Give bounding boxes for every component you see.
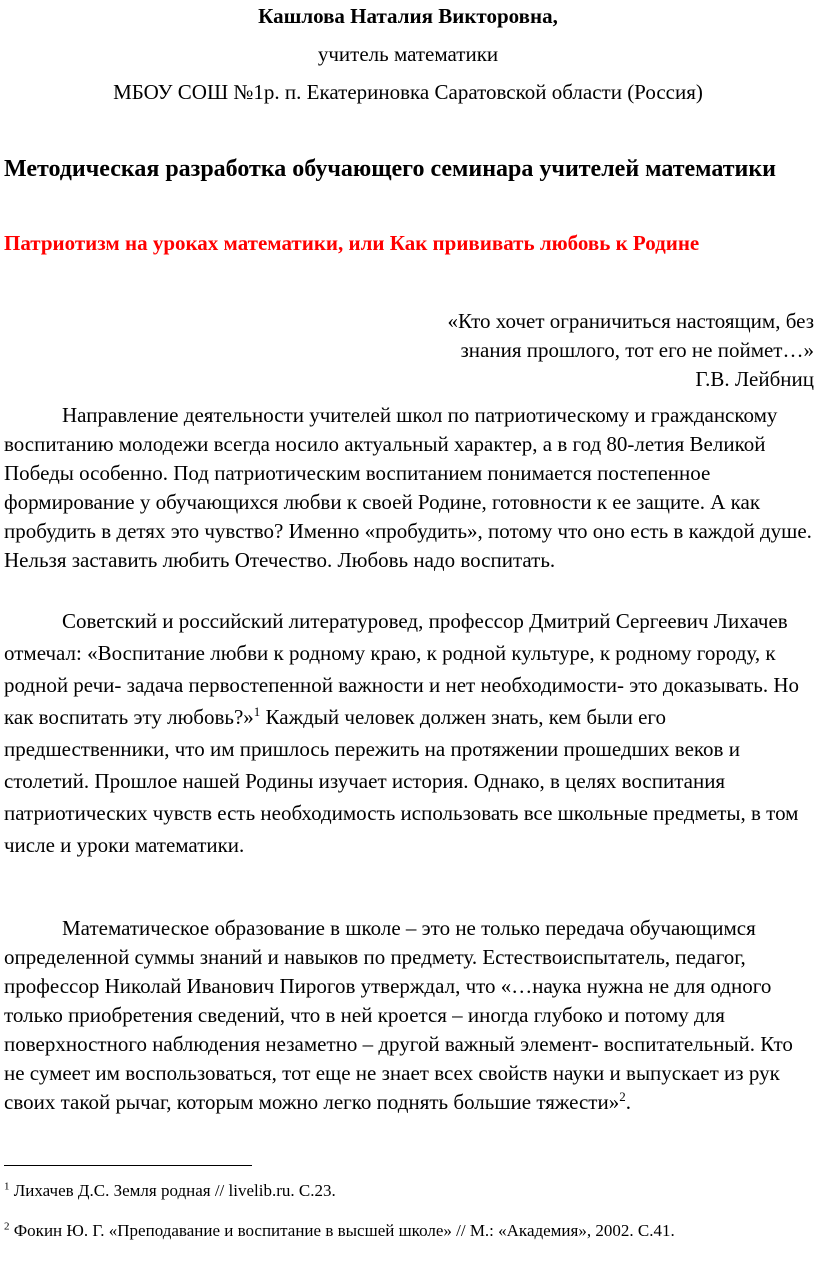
epigraph <box>294 307 814 394</box>
footnote-separator <box>4 1165 252 1166</box>
epigraph-author: Г.В. Лейбниц <box>695 367 814 391</box>
document-subtitle: Патриотизм на уроках математики, или Как прививать любовь к Родине <box>4 231 700 255</box>
paragraph-3 <box>4 914 812 1117</box>
footnote-ref-1[interactable]: 1 <box>253 704 261 719</box>
paragraph-3-end: . <box>625 1090 631 1114</box>
school-name: МБОУ СОШ №1р. п. Екатериновка Саратовской области (Россия) <box>113 80 703 104</box>
epigraph-line-1: «Кто хочет ограничиться настоящим, без <box>447 309 814 333</box>
footnote-1-text: Лихачев Д.С. Земля родная // livelib.ru. С.23. <box>9 1181 336 1200</box>
paragraph-2-text-b: Каждый человек должен знать, кем были его предшественники, что им пришлось пережить на протяжении прошедших веков и столетий. Прошлое нашей Родины изучает история. Однако, в целях воспитания патриотических чувств есть необходимость использовать все школьные предметы, в том числе и уроки математики. <box>4 705 799 857</box>
paragraph-3-text: Математическое образование в школе – это не только передача обучающимся определенной суммы знаний и навыков по предмету. Естествоиспытатель, педагог, профессор Николай Иванович Пирогов утверждал, что «…наука нужна не для одного только приобретения сведений, что в ней кроется – иногда глубоко и потому для поверхностного наблюдения незаметно – другой важный элемент- воспитательный. Кто не сумеет им воспользоваться, тот еще не знает всех свойств науки и выпускает из рук своих такой рычаг, которым можно легко поднять большие тяжести» <box>4 916 793 1114</box>
footnote-2-text: Фокин Ю. Г. «Преподавание и воспитание в высшей школе» // М.: «Академия», 2002. С.41. <box>9 1221 675 1240</box>
author-name: Кашлова Наталия Викторовна, <box>258 4 558 28</box>
footnote-1 <box>4 1179 812 1203</box>
paragraph-1 <box>4 401 812 575</box>
footnote-1-number: 1 <box>4 1180 10 1193</box>
footnote-2-number: 2 <box>4 1220 10 1233</box>
paragraph-2-text-a: Советский и российский литературовед, профессор Дмитрий Сергеевич Лихачев отмечал: «Воспитание любви к родному краю, к родной культуре, к родному городу, к родной речи- задача первостепенной важности и нет необходимости- это доказывать. Но как воспитать эту любовь?» <box>4 609 799 729</box>
author-role: учитель математики <box>317 42 499 66</box>
document-title: Методическая разработка обучающего семинара учителей математики <box>4 156 776 182</box>
paragraph-2 <box>4 605 812 861</box>
epigraph-line-2: знания прошлого, тот его не поймет…» <box>460 338 814 362</box>
footnote-2 <box>4 1219 812 1243</box>
paragraph-1-text: Направление деятельности учителей школ по патриотическому и гражданскому воспитанию молодежи всегда носило актуальный характер, а в год 80-летия Великой Победы особенно. Под патриотическим воспитанием понимается постепенное формирование у обучающихся любви к своей Родине, готовности к ее защите. А как пробудить в детях это чувство? Именно «пробудить», потому что оно есть в каждой душе. Нельзя заставить любить Отечество. Любовь надо воспитать. <box>4 403 812 572</box>
footnote-ref-2[interactable]: 2 <box>619 1089 626 1104</box>
